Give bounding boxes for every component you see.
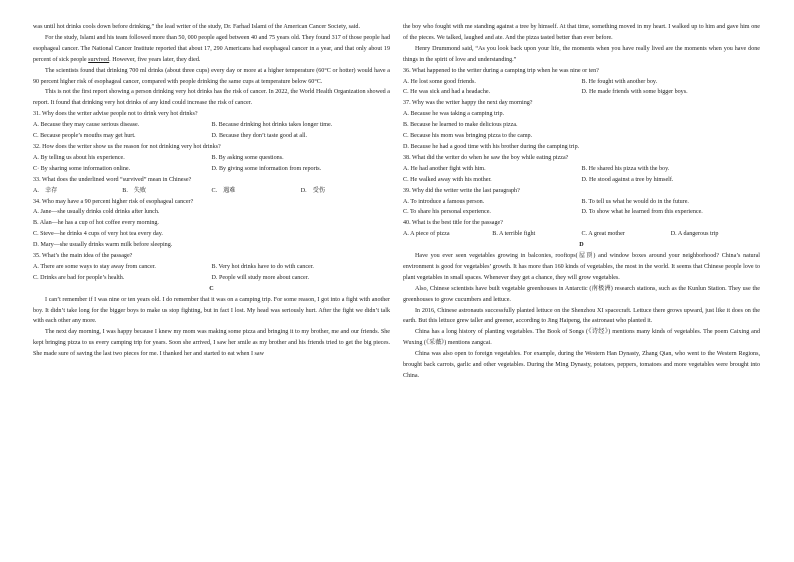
option: B. He fought with another boy.	[581, 78, 658, 85]
options-32	[33, 153, 390, 164]
option: C. To share his personal experience.	[403, 209, 491, 216]
option: C. Because people’s mouths may get hurt.	[33, 133, 136, 140]
option: C. He was sick and had a headache.	[403, 89, 491, 96]
option: A. 幸存	[33, 187, 58, 194]
underlined-word: survived	[88, 56, 110, 63]
option: D. He stood against a tree by himself.	[581, 176, 674, 183]
options-39	[403, 207, 760, 218]
passage-d-paragraph: China has a long history of planting vegetables. The Book of Songs (《诗经》) mentions many kinds of vegetables. The poem Caixing and Wuxing (《采薇》) mentions zangcai.	[403, 329, 760, 347]
options-31	[33, 120, 390, 131]
option: D. By giving some information from reports.	[211, 165, 322, 172]
option: B. 失败	[122, 187, 147, 194]
option: A. He lost some good friends.	[403, 78, 476, 85]
passage-c-paragraph: I can’t remember if I was nine or ten years old. I do remember that it was on a camping trip. For some reason, I got into a fight with another boy. It didn’t take long for the bigger boys to make us stop fighting, but in fact I lost. My head was seriously hurt. After the fight we didn’t talk with each other any more.	[33, 296, 390, 325]
option: A. By telling us about his experience.	[33, 154, 125, 161]
passage-d-paragraph: In 2016, Chinese astronauts successfully planted lettuce on the Shenzhou XI spacecraft. Lettuce there grows upward, just like it does on the earth. But this lettuce grew taller and greener, according to Jing Haipeng, the astronaut who planted it.	[403, 307, 760, 325]
passage-b-paragraph: was until hot drinks cools down before drinking,” the lead writer of the study, Dr. Farhad Islami of the American Cancer Society, said.	[33, 24, 361, 30]
option: C. A great mother	[581, 231, 625, 238]
option: C. 遇难	[211, 187, 236, 194]
option: C. Steve—he drinks 4 cups of very hot tea every day.	[33, 231, 163, 238]
question-37: 37. Why was the writer happy the next day morning?	[403, 100, 533, 107]
option: D. A dangerous trip	[670, 231, 719, 238]
option: B. To tell us what he would do in the future.	[581, 198, 689, 205]
text-run: . However, five years later, they died.	[109, 56, 201, 63]
option: C. Because his mom was bringing pizza to the camp.	[403, 133, 533, 140]
option: D. He made friends with some bigger boys.	[581, 89, 688, 96]
options-33	[33, 186, 390, 197]
option: D. People will study more about cancer.	[211, 274, 309, 281]
left-column	[33, 22, 390, 360]
question-36: 36. What happened to the writer during a camping trip when he was nine or ten?	[403, 67, 599, 74]
option: A. He had another fight with him.	[403, 165, 486, 172]
question-38: 38. What did the writer do when he saw the boy while eating pizza?	[403, 154, 569, 161]
options-35	[33, 262, 390, 273]
option: B. He shared his pizza with the boy.	[581, 165, 670, 172]
option: D. Mary—she usually drinks warm milk before sleeping.	[33, 242, 173, 249]
option: C. Drinks are bad for people’s health.	[33, 274, 125, 281]
question-32: 32. How does the writer show us the reason for not drinking very hot drinks?	[33, 143, 221, 150]
question-40: 40. What is the best title for the passage?	[403, 220, 503, 227]
question-39: 39. Why did the writer write the last paragraph?	[403, 187, 520, 194]
option: C. He walked away with his mother.	[403, 176, 492, 183]
options-35	[33, 273, 390, 284]
option: A. Because they may cause serious disease.	[33, 122, 140, 129]
option: B. Because drinking hot drinks takes longer time.	[211, 122, 333, 129]
passage-d-paragraph: Also, Chinese scientists have built vegetable greenhouses in Antarctic (南极洲) research stations, such as the Kunlun Station. They use the greenhouses to grow cucumbers and lettuce.	[403, 285, 760, 303]
section-heading-c: C	[209, 285, 214, 292]
options-39	[403, 197, 760, 208]
option: B. Very hot drinks have to do with cancer.	[211, 263, 314, 270]
passage-c-paragraph: The next day morning, I was happy because I knew my mom was making some pizza and bringing it to my brother, me and our friends. She kept bringing pizza to us every camping trip for years. Soon she arrived, I saw her smile as my brother and his friends tried to get the big pieces. She made sure of saving the last two pieces for me. I thanked her and started to eat when I saw	[33, 329, 390, 358]
text-run: For the study, Islami and his team followed more than 50, 000 people aged between 40 and 75 years old. They found 317 of those people had esophageal cancer. The National Cancer Institute reported that about 17, 290 Americans had esophageal cancer in a year, and that only about 19 percent of sick people	[33, 34, 390, 63]
question-31: 31. Why does the writer advise people not to drink very hot drinks?	[33, 111, 198, 118]
passage-d-paragraph: China was also open to foreign vegetables. For example, during the Western Han Dynasty, Zhang Qian, who went to the Western Regions, brought back carrots, garlic and other vegetables. During the Ming Dynasty, potatoes, peppers, tomatoes and more vegetables were brought into China.	[403, 351, 760, 379]
right-column	[403, 22, 760, 382]
option: D. Because they don’t taste good at all.	[211, 133, 308, 140]
option: A. To introduce a famous person.	[403, 198, 485, 205]
question-33: 33. What does the underlined word “survived” mean in Chinese?	[33, 176, 192, 183]
passage-b-paragraph	[33, 33, 390, 66]
option: B. Alan—he has a cup of hot coffee every morning.	[33, 220, 159, 227]
passage-c-paragraph: Henry Drummond said, “As you look back upon your life, the moments when you have really lived are the moments when you have done things in the spirit of love and understanding.”	[403, 45, 760, 63]
option: B. A terrible fight	[492, 231, 536, 238]
passage-b-paragraph: The scientists found that drinking 700 ml drinks (about three cups) every day or more at a higher temperature (60°C or hotter) would have a 90 percent higher risk of esophageal cancer, compared with people drinking the same cups at temperature below 60°C.	[33, 67, 390, 85]
options-36	[403, 87, 760, 98]
section-heading-d: D	[579, 242, 584, 249]
passage-d-paragraph: Have you ever seen vegetables growing in balconies, rooftops(屋顶) and window boxes around your neighborhood? China’s natural environment is good for vegetables’ growth. It has more than 160 kinds of vegetables, the most in the world. It seems that Chinese people love to plant vegetables in small spaces. Whenever they get a chance, they will grow vegetables.	[403, 253, 760, 281]
options-32	[33, 164, 390, 175]
question-35: 35. What’s the main idea of the passage?	[33, 253, 133, 260]
option: D. Because he had a good time with his brother during the camping trip.	[403, 143, 580, 150]
option: A. Because he was taking a camping trip.	[403, 111, 505, 118]
option: B. By asking some questions.	[211, 154, 284, 161]
options-38	[403, 164, 760, 175]
passage-b-paragraph: This is not the first report showing a person drinking very hot drinks has the risk of cancer. In 2022, the World Health Organization showed a report. It found that drinking very hot drinks of any kind could increase the risk of cancer.	[33, 89, 390, 107]
option: A. Jane—she usually drinks cold drinks after lunch.	[33, 209, 160, 216]
passage-c-paragraph: the boy who fought with me standing against a tree by himself. At that time, something moved in my heart. I walked up to him and gave him one of the pieces. We talked, laughed and ate. And the pizza tasted better than ever before.	[403, 24, 760, 41]
options-31	[33, 131, 390, 142]
option: A. There are some ways to stay away from cancer.	[33, 263, 156, 270]
option: D. 受伤	[300, 187, 325, 194]
option: D. To show what he learned from this experience.	[581, 209, 703, 216]
option: A. A piece of pizza	[403, 231, 450, 238]
options-38	[403, 175, 760, 186]
options-40	[403, 229, 760, 240]
question-34: 34. Who may have a 90 percent higher risk of esophageal cancer?	[33, 198, 194, 205]
options-36	[403, 77, 760, 88]
option: B. Because he learned to make delicious pizza.	[403, 122, 518, 129]
option: C· By sharing some information online.	[33, 165, 131, 172]
